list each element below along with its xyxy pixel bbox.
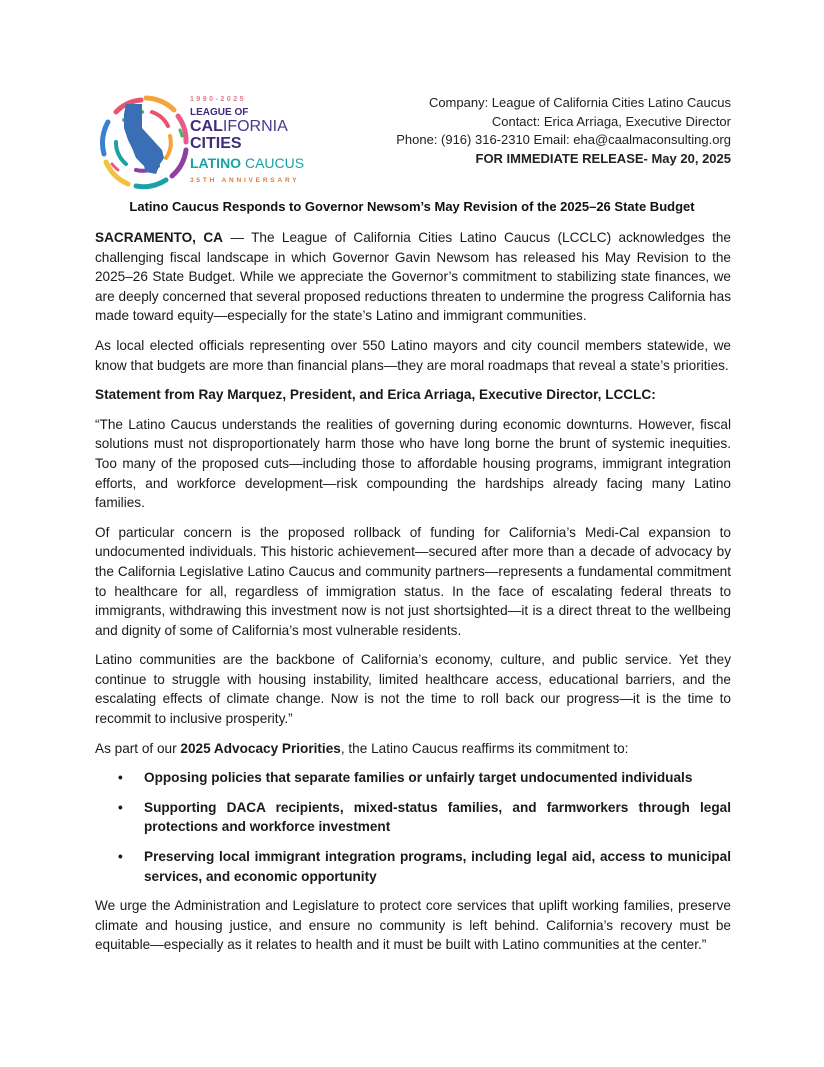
logo-years: 1990-2025 [190,96,246,103]
list-item [95,798,731,837]
logo-cities: CITIES [190,135,242,152]
bullet-icon: • [118,799,123,815]
list-item [95,847,731,886]
logo-latino: LATINO [190,155,242,171]
intro-text: — The League of California Cities Latino Caucus (LCCLC) acknowledges the challenging fiscal landscape in which Governor Gavin Newsom has released his May Revision to the 2025–26 State Budget. While we appreciate the Governor’s commitment to stabilizing state finances, we are deeply concerned that several proposed reductions threaten to undermine the progress California has made toward equity—especially for the state’s Latino and immigrant communities. [95,230,731,324]
list-item [95,768,731,788]
paragraph-statement: “The Latino Caucus understands the realities of governing during economic downturns. However, fiscal solutions must not disproportionately harm those who have long borne the brunt of systemic inequities. Too many of the proposed cuts—including those to affordable housing programs, immigrant integration efforts, and workforce development—risk compounding the hardships already facing many Latino families. [95,416,731,511]
priorities-after: , the Latino Caucus reaffirms its commitment to: [340,740,629,756]
statement-heading-text: Statement from Ray Marquez, President, and Erica Arriaga, Executive Director, LCCLC: [95,387,656,403]
contact-block [396,94,731,168]
logo-latino-caucus [190,155,340,172]
press-release-headline: Latino Caucus Responds to Governor Newsom’s May Revision of the 2025–26 State Budget [129,199,695,214]
advocacy-priorities: 2025 Advocacy Priorities [180,740,341,756]
logo-ifornia: IFORNIA [222,118,288,135]
list-item-text: Opposing policies that separate families or unfairly target undocumented individuals [144,770,693,786]
paragraph-communities: Latino communities are the backbone of California’s economy, culture, and public service. Yet they continue to struggle with housing instability, limited healthcare access, educational barriers, and the escalating effects of climate change. Now is not the time to roll back our progress—it is the time to recommit to inclusive prosperity.” [95,652,731,727]
paragraph-intro [95,228,731,326]
logo-caucus: CAUCUS [244,155,305,171]
paragraph-officials: As local elected officials representing over 550 Latino mayors and city council members statewide, we know that budgets are more than financial plans—they are moral roadmaps that reveal a state’s priorities. [95,337,731,373]
priorities-list [95,768,731,886]
contact-phone-email: Phone: (916) 316-2310 Email: eha@caalmaconsulting.org [396,132,731,147]
paragraph-closing: We urge the Administration and Legislature to protect core services that uplift working families, preserve climate and housing justice, and ensure no community is left behind. California’s recovery must be equitable—especially as it relates to health and it must be built with Latino communities at the center.” [95,898,731,953]
list-item-text: Supporting DACA recipients, mixed-status families, and farmworkers through legal protections and workforce investment [144,799,731,835]
logo-league-of: LEAGUE OF [190,107,249,118]
california-map-icon [96,92,192,192]
release-date: FOR IMMEDIATE RELEASE- May 20, 2025 [475,150,731,166]
logo-anniversary: 35TH ANNIVERSARY [190,177,300,184]
contact-person: Contact: Erica Arriaga, Executive Director [491,113,731,129]
press-release-body [95,228,731,965]
paragraph-medi-cal: Of particular concern is the proposed rollback of funding for California’s Medi-Cal expansion to undocumented individuals. This historic achievement—secured after more than a decade of advocacy by the California Legislative Latino Caucus and community partners—represents a fundamental commitment to healthcare for all, regardless of immigration status. In the face of escalating federal threats to immigrants, withdrawing this investment now is not just shortsighted—it is a direct threat to the wellbeing and dignity of some of California’s most vulnerable residents. [95,524,731,638]
paragraph-priorities [95,739,731,759]
priorities-before: As part of our [95,740,181,756]
contact-company: Company: League of California Cities Latino Caucus [428,95,731,110]
statement-heading [95,385,731,405]
list-item-text: Preserving local immigrant integration programs, including legal aid, access to municipal services, and economic opportunity [144,849,731,884]
logo-california [190,118,340,135]
bullet-icon: • [118,849,123,865]
logo-cal: CAL [190,118,223,135]
bullet-icon: • [118,770,123,786]
dateline: SACRAMENTO, CA [95,230,223,245]
league-latino-caucus-logo [96,92,336,192]
